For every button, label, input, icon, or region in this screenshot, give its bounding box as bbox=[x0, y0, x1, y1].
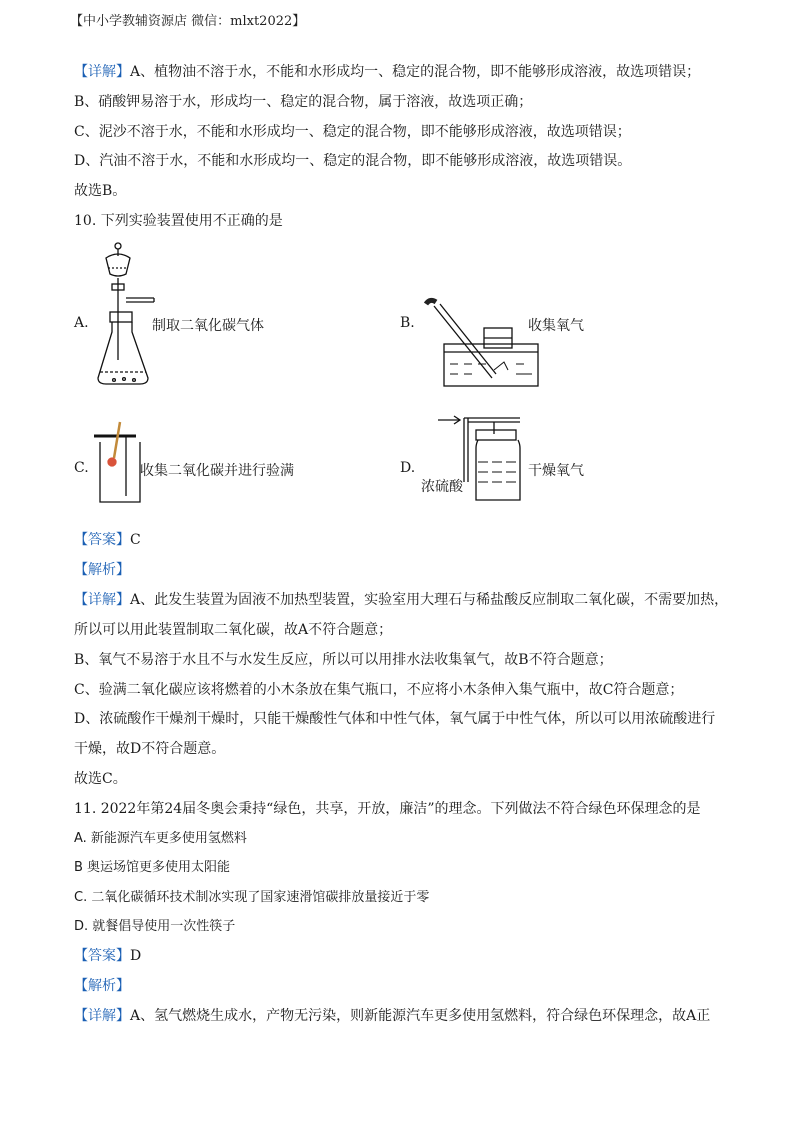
q10-conclusion: 故选C。 bbox=[74, 771, 127, 787]
watermark: 【中小学教辅资源店 微信：mlxt2022】 bbox=[70, 14, 306, 29]
q11-answer bbox=[74, 946, 141, 966]
water-trough-figure bbox=[420, 292, 540, 392]
q9-detail-a-text: A、植物油不溶于水，不能和水形成均一、稳定的混合物，即不能够形成溶液，故选项错误； bbox=[130, 64, 701, 80]
q10-answer bbox=[74, 530, 141, 550]
q10-detail-d2: 干燥，故D不符合题意。 bbox=[74, 741, 226, 757]
answer-tag: 【答案】 bbox=[74, 948, 130, 964]
q11-option-c: C. 二氧化碳循环技术制冰实现了国家速滑馆碳排放量接近于零 bbox=[74, 890, 430, 905]
q11-analysis-tag: 【解析】 bbox=[74, 978, 130, 994]
q10-option-d-letter: D. bbox=[400, 460, 416, 476]
q11-detail-a bbox=[74, 1006, 710, 1026]
q11-stem: 11. 2022年第24届冬奥会秉持“绿色，共享，开放，廉洁”的理念。下列做法不符合绿色环保理念的是 bbox=[74, 801, 701, 817]
q10-answer-value: C bbox=[130, 532, 141, 548]
q9-conclusion: 故选B。 bbox=[74, 183, 127, 199]
q10-stem: 10. 下列实验装置使用不正确的是 bbox=[74, 213, 283, 229]
q11-option-a: A. 新能源汽车更多使用氢燃料 bbox=[74, 831, 247, 846]
detail-tag: 【详解】 bbox=[74, 1008, 130, 1024]
concentrated-sulfuric-acid-label: 浓硫酸 bbox=[421, 476, 463, 496]
detail-tag: 【详解】 bbox=[74, 64, 130, 80]
q10-option-b-caption: 收集氧气 bbox=[528, 318, 584, 334]
q9-detail-c: C、泥沙不溶于水，不能和水形成均一、稳定的混合物，即不能够形成溶液，故选项错误； bbox=[74, 124, 631, 140]
q11-option-d: D. 就餐倡导使用一次性筷子 bbox=[74, 919, 236, 934]
q10-detail-c: C、验满二氧化碳应该将燃着的小木条放在集气瓶口，不应将小木条伸入集气瓶中，故C符合题意； bbox=[74, 682, 684, 698]
q10-option-a-letter: A. bbox=[74, 315, 89, 331]
q11-option-b: B 奥运场馆更多使用太阳能 bbox=[74, 860, 231, 875]
q10-detail-a2: 所以可以用此装置制取二氧化碳，故A不符合题意； bbox=[74, 622, 393, 638]
detail-tag: 【详解】 bbox=[74, 592, 130, 608]
q10-detail-b: B、氧气不易溶于水且不与水发生反应，所以可以用排水法收集氧气，故B不符合题意； bbox=[74, 652, 613, 668]
q10-option-c-caption: 收集二氧化碳并进行验满 bbox=[140, 463, 294, 479]
q10-analysis-tag: 【解析】 bbox=[74, 562, 130, 578]
q9-detail-a bbox=[74, 62, 700, 82]
q10-option-b-letter: B. bbox=[400, 315, 415, 331]
q11-answer-value: D bbox=[130, 948, 142, 964]
q10-option-c-letter: C. bbox=[74, 460, 89, 476]
q10-detail-a1 bbox=[74, 590, 728, 610]
q9-detail-d: D、汽油不溶于水，不能和水形成均一、稳定的混合物，即不能够形成溶液，故选项错误。 bbox=[74, 153, 632, 169]
q10-option-d-caption: 干燥氧气 bbox=[528, 463, 584, 479]
answer-tag: 【答案】 bbox=[74, 532, 130, 548]
q10-option-a-caption: 制取二氧化碳气体 bbox=[152, 318, 264, 334]
q10-detail-d1: D、浓硫酸作干燥剂干燥时，只能干燥酸性气体和中性气体，氧气属于中性气体，所以可以用浓硫酸进行 bbox=[74, 711, 716, 727]
q10-detail-a1-text: A、此发生装置为固液不加热型装置，实验室用大理石与稀盐酸反应制取二氧化碳，不需要加热， bbox=[130, 592, 729, 608]
q9-detail-b: B、硝酸钾易溶于水，形成均一、稳定的混合物，属于溶液，故选项正确； bbox=[74, 94, 533, 110]
q11-detail-a-text: A、氢气燃烧生成水，产物无污染，则新能源汽车更多使用氢燃料，符合绿色环保理念，故A正 bbox=[130, 1008, 711, 1024]
